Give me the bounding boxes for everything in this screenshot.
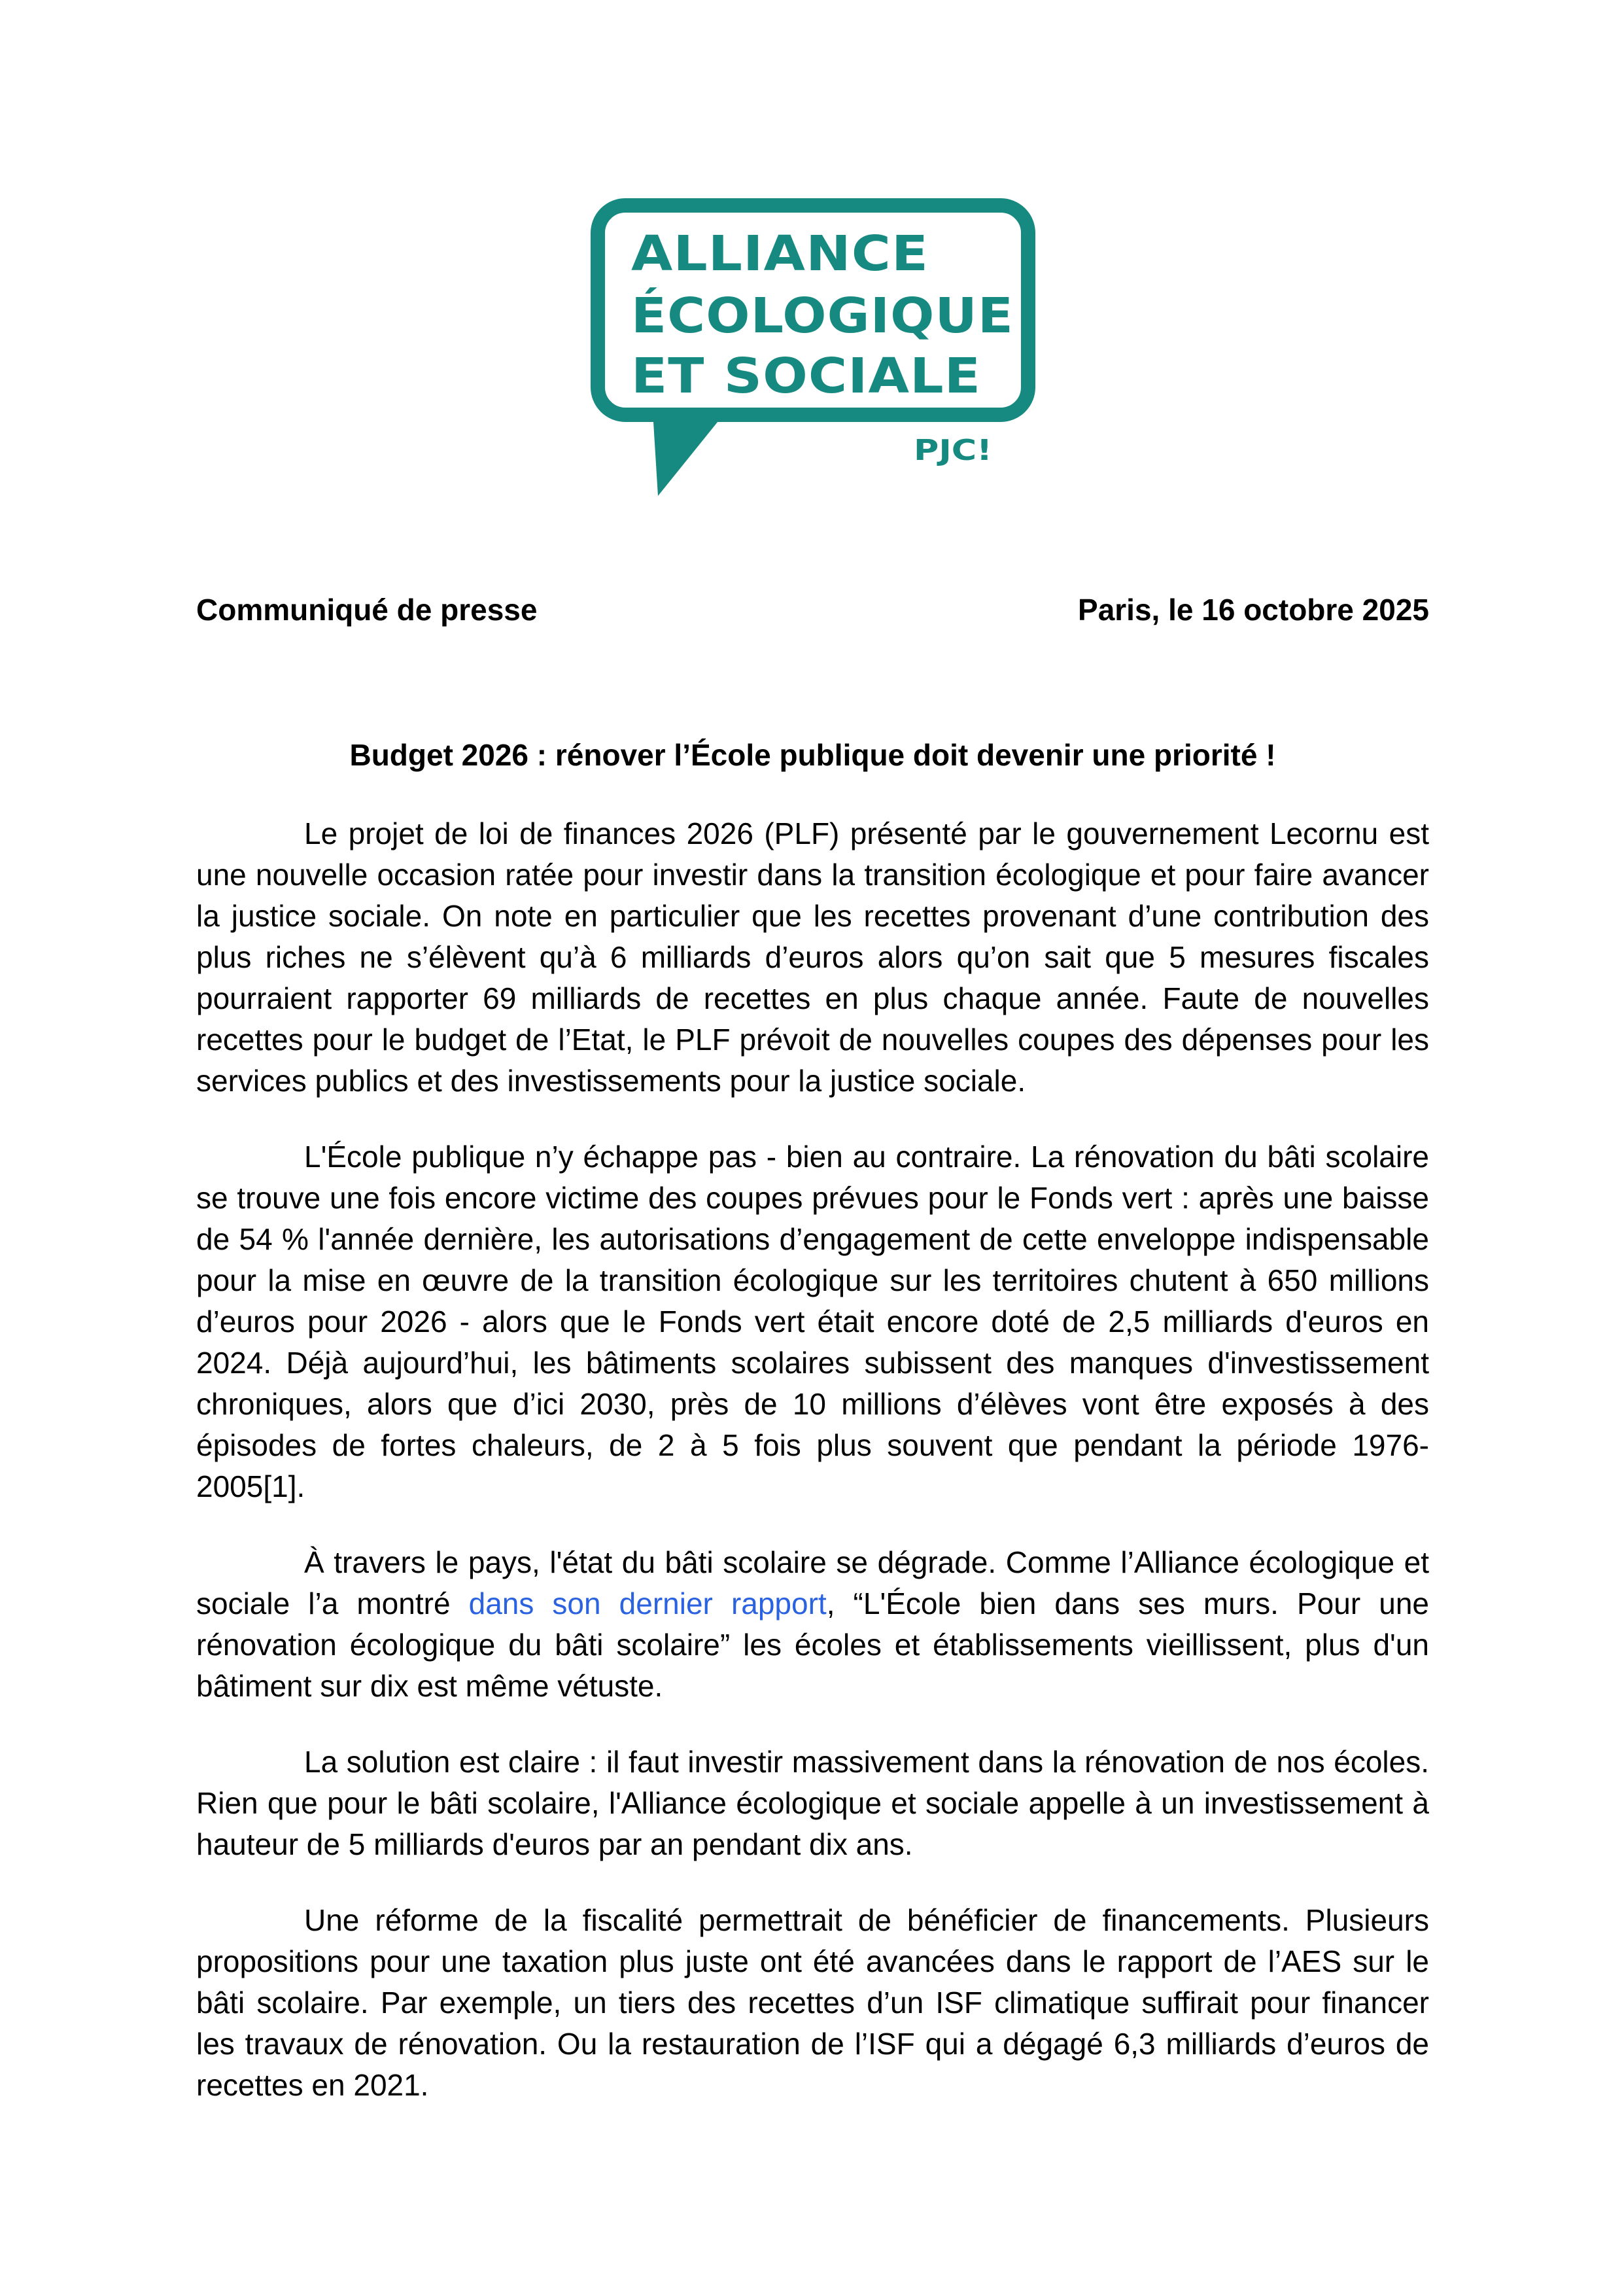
page-title: Budget 2026 : rénover l’École publique doit devenir une priorité ! <box>349 738 1276 772</box>
paragraph-5 <box>196 1900 1429 2106</box>
press-release-label: Communiqué de presse <box>196 593 538 627</box>
paragraph-4 <box>196 1742 1429 1865</box>
speech-bubble-icon <box>591 198 1035 502</box>
logo-tagline: PJC! <box>913 434 992 467</box>
paragraph-2 <box>196 1136 1429 1507</box>
paragraph-1 <box>196 813 1429 1102</box>
logo-line-3: ET SOCIALE <box>631 348 981 404</box>
dateline: Paris, le 16 octobre 2025 <box>1078 593 1429 627</box>
logo-line-2: ÉCOLOGIQUE <box>631 288 989 344</box>
paragraph-text: L'École publique n’y échappe pas - bien au contraire. La rénovation du bâti scolaire se trouve une fois encore victime des coupes prévues pour le Fonds vert : après une baisse de 54 % l'année dernière, les autorisations d’engagement de cette enveloppe indispensable pour la mise en œuvre de la transition écologique sur les territoires chutent à 650 millions d’euros pour 2026 - alors que le Fonds vert était encore doté de 2,5 milliards d'euros en 2024. Déjà aujourd’hui, les bâtiments scolaires subissent des manques d'investissement chroniques, alors que d’ici 2030, près de 10 millions d’élèves vont être exposés à des épisodes de fortes chaleurs, de 2 à 5 fois plus souvent que pendant la période 1976-2005[1]. <box>196 1140 1429 1503</box>
paragraph-text: À travers le pays, l'état du bâti scolaire se dégrade. Comme l’Alliance écologique et sociale l’a montré <box>196 1545 1429 1621</box>
paragraph-text: La solution est claire : il faut investir massivement dans la rénovation de nos écoles. Rien que pour le bâti scolaire, l'Alliance écologique et sociale appelle à un investissement à hauteur de 5 milliards d'euros par an pendant dix ans. <box>196 1745 1429 1861</box>
paragraph-3 <box>196 1542 1429 1707</box>
speech-bubble-tail <box>653 412 726 496</box>
aes-logo <box>591 0 1035 502</box>
logo-line-1: ALLIANCE <box>631 226 929 282</box>
paragraph-text: , “L'École bien dans ses murs. Pour une rénovation écologique du bâti scolaire” les écoles et établissements vieillissent, plus d'un bâtiment sur dix est même vétuste. <box>196 1586 1429 1703</box>
paragraph-text: Une réforme de la fiscalité permettrait de bénéficier de financements. Plusieurs propositions pour une taxation plus juste ont été avancées dans le rapport de l’AES sur le bâti scolaire. Par exemple, un tiers des recettes d’un ISF climatique suffirait pour financer les travaux de rénovation. Ou la restauration de l’ISF qui a dégagé 6,3 milliards d’euros de recettes en 2021. <box>196 1903 1429 2102</box>
report-link[interactable]: dans son dernier rapport <box>468 1586 827 1621</box>
press-header <box>196 589 1429 631</box>
paragraph-text: Le projet de loi de finances 2026 (PLF) présenté par le gouvernement Lecornu est une nouvelle occasion ratée pour investir dans la transition écologique et pour faire avancer la justice sociale. On note en particulier que les recettes provenant d’une contribution des plus riches ne s’élèvent qu’à 6 milliards d’euros alors qu’on sait que 5 mesures fiscales pourraient rapporter 69 milliards de recettes en plus chaque année. Faute de nouvelles recettes pour le budget de l’Etat, le PLF prévoit de nouvelles coupes des dépenses pour les services publics et des investissements pour la justice sociale. <box>196 816 1429 1098</box>
